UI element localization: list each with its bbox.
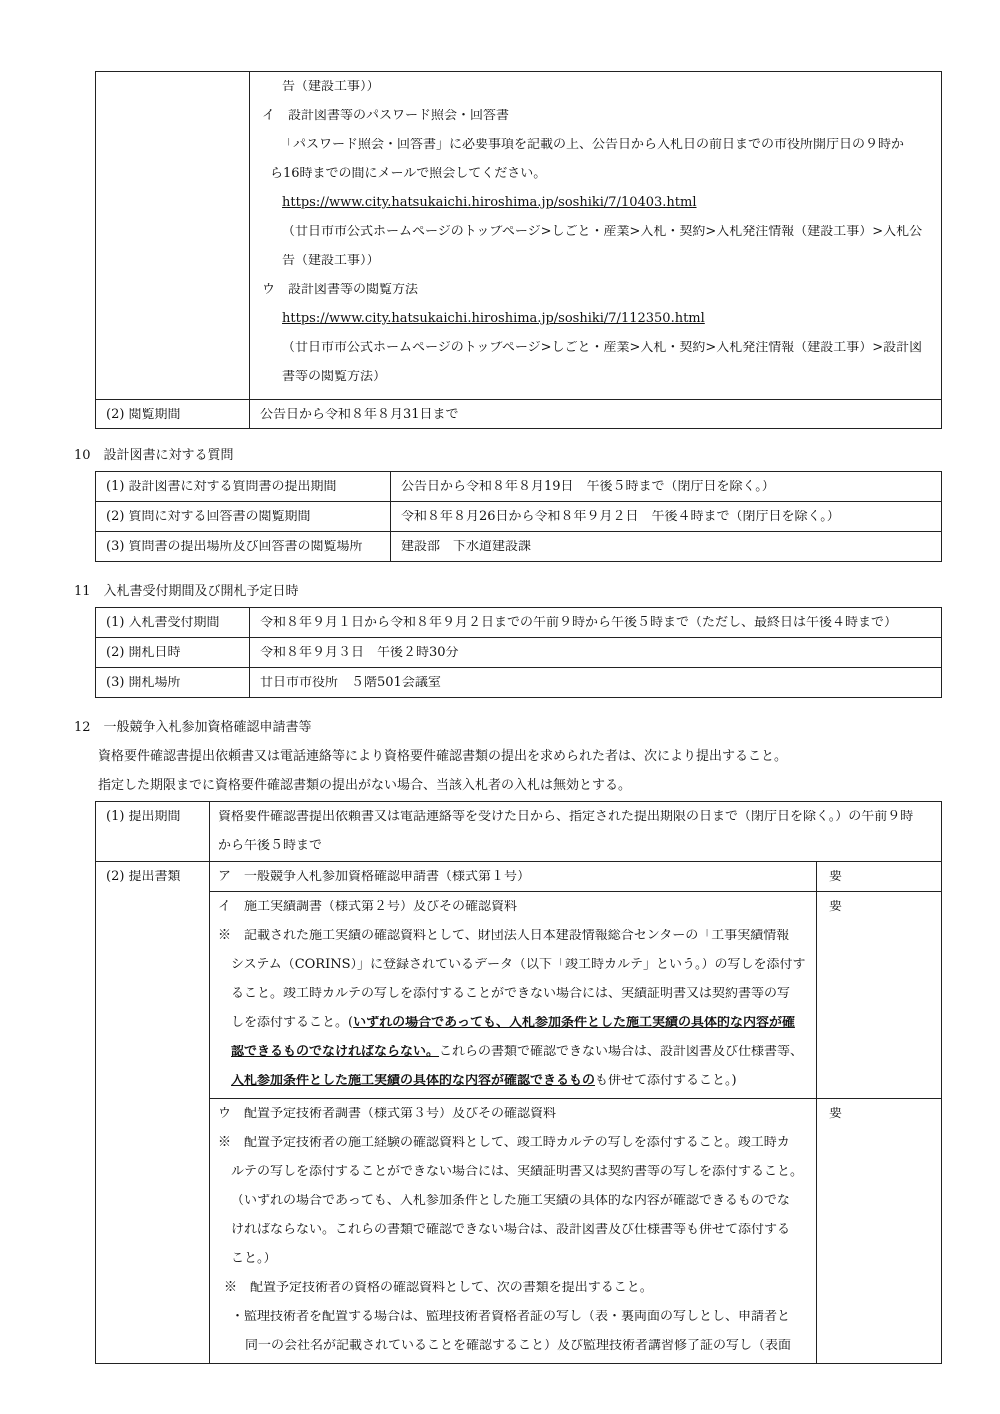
sec10-row3-value: 建設部 下水道建設課	[391, 532, 942, 562]
sec11-row2-label: (2) 開札日時	[96, 638, 250, 668]
sec11-row1-value: 令和８年９月１日から令和８年９月２日までの午前９時から午後５時まで（ただし、最終日は午後４時まで）	[250, 608, 942, 638]
sec12-c-note1: ※ 配置予定技術者の施工経験の確認資料として、竣工時カルテの写しを添付すること。竣工時カ	[218, 1136, 790, 1150]
sec12-b-note3: ること。竣工時カルテの写しを添付することができない場合には、実績証明書又は契約書等の写	[231, 987, 791, 1001]
sec12-c-note2: ルテの写しを添付することができない場合には、実績証明書又は契約書等の写しを添付すること。	[231, 1165, 804, 1179]
sec11-row3-value: 廿日市市役所 ５階501会議室	[250, 668, 942, 698]
sec12-c-note4: ければならない。これらの書類で確認できない場合は、設計図書及び仕様書等も併せて添付する	[231, 1223, 791, 1237]
sec12-b-text: イ 施工実績調書（様式第２号）及びその確認資料	[218, 900, 518, 914]
sec12-b-note2: システム（CORINS）」に登録されているデータ（以下「竣工時カルテ」という。）の写しを添付す	[231, 958, 806, 972]
sec12-b-note1: ※ 記載された施工実績の確認資料として、財団法人日本建設情報総合センターの「工事実績情報	[218, 929, 790, 943]
sec12-b-cell	[210, 892, 817, 1099]
sec12-b-note6: 入札参加条件とした施工実績の具体的な内容が確認できるものも併せて添付すること。)	[231, 1074, 737, 1087]
sec12-c-text: ウ 配置予定技術者調書（様式第３号）及びその確認資料	[218, 1107, 557, 1121]
sec9-period-label: (2) 閲覧期間	[96, 400, 250, 429]
sec12-b-note4-emphasis: いずれの場合であっても、入札参加条件とした施工実績の具体的な内容が確	[353, 1016, 795, 1030]
sec12-c-note5: こと。）	[231, 1252, 277, 1266]
sec12-c-req: 要	[829, 1107, 843, 1120]
sec12-b-note5-emphasis: 認できるものでなければならない。	[231, 1045, 440, 1059]
sec12-p1-value	[210, 802, 942, 862]
sec12-c-note8: 同一の会社名が記載されていることを確認すること）及び監理技術者講習修了証の写し（表面	[245, 1339, 792, 1352]
sec11-row1-label: (1) 入札書受付期間	[96, 608, 250, 638]
sec12-p2-label: (2) 提出書類	[96, 862, 210, 1364]
sec10-row2-value: 令和８年８月26日から令和８年９月２日 午後４時まで（閉庁日を除く。）	[391, 502, 942, 532]
sec12-b-note5: 認できるものでなければならない。これらの書類で確認できない場合は、設計図書及び仕様書等、	[231, 1045, 804, 1059]
sec12-a-cell	[210, 862, 817, 892]
sec12-table	[95, 801, 942, 1364]
sec9-table	[95, 71, 942, 429]
sec10-row1-value: 公告日から令和８年８月19日 午後５時まで（閉庁日を除く。）	[391, 472, 942, 502]
sec12-p1-label: (1) 提出期間	[96, 802, 210, 862]
sec9-b-url-link[interactable]: https://www.city.hatsukaichi.hiroshima.jp/soshiki/7/10403.html	[282, 196, 697, 210]
sec9-c-url-link[interactable]: https://www.city.hatsukaichi.hiroshima.jp/soshiki/7/112350.html	[282, 312, 705, 326]
sec9-empty-cell	[96, 72, 250, 400]
sec10-heading: 10 設計図書に対する質問	[74, 448, 234, 463]
sec12-b-req-cell	[817, 892, 942, 1099]
sec12-c-note7: ・監理技術者を配置する場合は、監理技術者資格者証の写し（表・裏両面の写しとし、申請者と	[231, 1310, 791, 1324]
sec11-row2-value: 令和８年９月３日 午後２時30分	[250, 638, 942, 668]
sec12-p1-line2: から午後５時まで	[218, 839, 323, 852]
sec9-b-path1: （廿日市市公式ホームページのトップページ>しごと・産業>入札・契約>入札発注情報（建設工事）>入札公	[282, 225, 923, 239]
sec9-c-path1: （廿日市市公式ホームページのトップページ>しごと・産業>入札・契約>入札発注情報（建設工事）>設計図	[282, 341, 923, 355]
sec12-c-cell	[210, 1099, 817, 1364]
sec12-c-note3: （いずれの場合であっても、入札参加条件とした施工実績の具体的な内容が確認できるものでな	[231, 1194, 790, 1208]
sec12-b-note4: しを添付すること。(いずれの場合であっても、入札参加条件とした施工実績の具体的な内容が確	[231, 1016, 795, 1030]
sec11-heading: 11 入札書受付期間及び開札予定日時	[74, 584, 299, 599]
sec12-p1-line1: 資格要件確認書提出依頼書又は電話連絡等を受けた日から、指定された提出期限の日まで（閉庁日を除く。）の午前９時	[218, 810, 914, 824]
sec12-intro2: 指定した期限までに資格要件確認書類の提出がない場合、当該入札者の入札は無効とする。	[98, 778, 632, 793]
sec9-c-title: ウ 設計図書等の閲覧方法	[262, 283, 419, 297]
sec9-b-title: イ 設計図書等のパスワード照会・回答書	[262, 109, 510, 123]
sec12-heading: 12 一般競争入札参加資格確認申請書等	[74, 720, 312, 735]
sec10-row3-label: (3) 質問書の提出場所及び回答書の閲覧場所	[96, 532, 391, 562]
sec9-c-path2: 書等の閲覧方法）	[282, 370, 387, 384]
sec12-c-note6: ※ 配置予定技術者の資格の確認資料として、次の書類を提出すること。	[224, 1281, 653, 1295]
sec9-line-a: 告（建設工事））	[282, 80, 380, 94]
sec12-b-req: 要	[829, 900, 843, 913]
sec10-row1-label: (1) 設計図書に対する質問書の提出期間	[96, 472, 391, 502]
sec12-c-req-cell	[817, 1099, 942, 1364]
sec9-b-body1: 「パスワード照会・回答書」に必要事項を記載の上、公告日から入札日の前日までの市役所開庁日の９時か	[280, 138, 905, 152]
sec12-intro1: 資格要件確認書提出依頼書又は電話連絡等により資格要件確認書類の提出を求められた者は、次により提出すること。	[98, 749, 788, 764]
sec10-row2-label: (2) 質問に対する回答書の閲覧期間	[96, 502, 391, 532]
sec9-content-cell	[250, 72, 942, 400]
sec12-a-req: 要	[829, 870, 843, 883]
sec12-a-text: ア 一般競争入札参加資格確認申請書（様式第１号）	[218, 870, 531, 883]
sec9-b-path2: 告（建設工事））	[282, 254, 380, 268]
sec12-a-req-cell	[817, 862, 942, 892]
sec10-table	[95, 471, 942, 562]
sec9-b-body2: ら16時までの間にメールで照会してください。	[270, 167, 547, 181]
sec12-b-note6-emphasis: 入札参加条件とした施工実績の具体的な内容が確認できるもの	[231, 1074, 596, 1087]
sec11-table	[95, 607, 942, 698]
sec9-period-value: 公告日から令和８年８月31日まで	[250, 400, 942, 429]
sec11-row3-label: (3) 開札場所	[96, 668, 250, 698]
